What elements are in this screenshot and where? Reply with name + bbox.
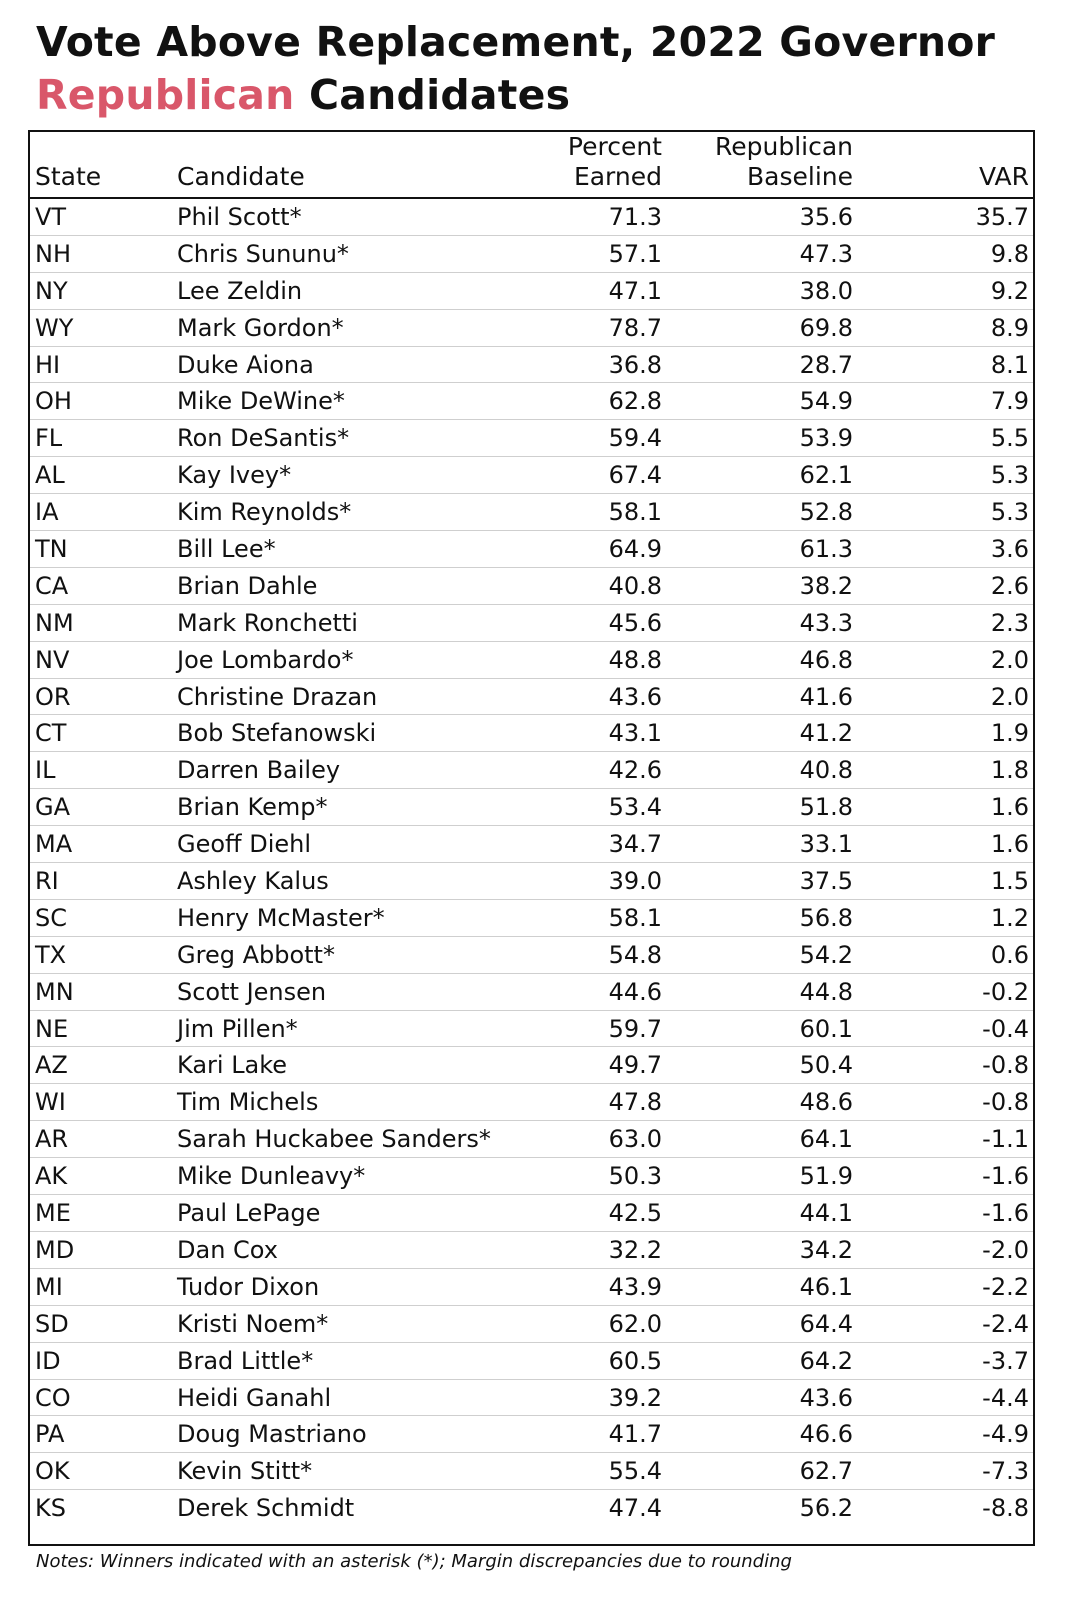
cell-republican-baseline: 35.6 xyxy=(799,203,853,231)
cell-candidate: Heidi Ganahl xyxy=(177,1383,332,1412)
cell-state: ID xyxy=(35,1346,61,1375)
header-baseline-line1: Republican xyxy=(714,132,853,161)
cell-candidate: Darren Bailey xyxy=(177,756,341,785)
cell-percent-earned: 64.9 xyxy=(608,535,662,564)
cell-state: AR xyxy=(35,1125,69,1154)
cell-var: 1.9 xyxy=(990,719,1029,748)
cell-percent-earned: 50.3 xyxy=(608,1162,662,1191)
cell-republican-baseline: 48.6 xyxy=(799,1088,853,1117)
cell-percent-earned: 62.8 xyxy=(608,387,662,416)
notes: Notes: Winners indicated with an asterisk (*); Margin discrepancies due to rounding xyxy=(36,1551,792,1572)
cell-republican-baseline: 50.4 xyxy=(799,1051,853,1080)
table-row xyxy=(30,937,1033,974)
table-row xyxy=(30,568,1033,605)
header-baseline-line2: Baseline xyxy=(747,162,853,191)
cell-var: -4.4 xyxy=(982,1383,1029,1412)
table-row xyxy=(30,199,1033,236)
cell-state: NV xyxy=(35,645,70,674)
cell-state: SC xyxy=(35,903,67,932)
title-party: Republican xyxy=(36,71,295,119)
table-row xyxy=(30,1306,1033,1343)
cell-candidate: Derek Schmidt xyxy=(177,1494,355,1523)
cell-republican-baseline: 64.4 xyxy=(799,1309,853,1338)
cell-republican-baseline: 69.8 xyxy=(799,313,853,342)
table-row xyxy=(30,679,1033,716)
cell-var: -2.0 xyxy=(982,1235,1029,1264)
cell-state: NY xyxy=(35,276,68,305)
cell-percent-earned: 58.1 xyxy=(608,903,662,932)
cell-candidate: Brian Kemp* xyxy=(177,793,328,822)
table-row xyxy=(30,642,1033,679)
cell-candidate: Kevin Stitt* xyxy=(177,1457,313,1486)
cell-var: -3.7 xyxy=(982,1346,1029,1375)
cell-var: -4.9 xyxy=(982,1420,1029,1449)
cell-candidate: Kim Reynolds* xyxy=(177,498,352,527)
header-state: State xyxy=(35,162,102,191)
table-row xyxy=(30,420,1033,457)
table-row xyxy=(30,494,1033,531)
cell-republican-baseline: 47.3 xyxy=(799,239,853,268)
cell-var: -2.4 xyxy=(982,1309,1029,1338)
cell-state: OK xyxy=(35,1457,70,1486)
cell-candidate: Mike DeWine* xyxy=(177,387,345,416)
cell-candidate: Dan Cox xyxy=(177,1235,278,1264)
header-percent-line2: Earned xyxy=(573,162,662,191)
cell-percent-earned: 58.1 xyxy=(608,498,662,527)
cell-state: FL xyxy=(35,424,63,453)
header-percent-line1: Percent xyxy=(567,132,662,161)
cell-var: -7.3 xyxy=(982,1457,1029,1486)
cell-state: AL xyxy=(35,461,65,490)
cell-candidate: Tudor Dixon xyxy=(177,1272,320,1301)
cell-percent-earned: 60.5 xyxy=(608,1346,662,1375)
cell-var: 35.7 xyxy=(975,203,1029,231)
table-row xyxy=(30,1416,1033,1453)
cell-var: 1.2 xyxy=(990,903,1029,932)
cell-candidate: Kari Lake xyxy=(177,1051,288,1080)
cell-republican-baseline: 64.2 xyxy=(799,1346,853,1375)
cell-percent-earned: 59.4 xyxy=(608,424,662,453)
cell-candidate: Greg Abbott* xyxy=(177,940,335,969)
cell-var: -0.4 xyxy=(982,1014,1029,1043)
cell-percent-earned: 49.7 xyxy=(608,1051,662,1080)
cell-republican-baseline: 64.1 xyxy=(799,1125,853,1154)
cell-percent-earned: 36.8 xyxy=(608,350,662,379)
cell-percent-earned: 39.2 xyxy=(608,1383,662,1412)
table-row xyxy=(30,1121,1033,1158)
cell-percent-earned: 32.2 xyxy=(608,1235,662,1264)
cell-candidate: Mark Gordon* xyxy=(177,313,344,342)
cell-candidate: Mike Dunleavy* xyxy=(177,1162,366,1191)
cell-candidate: Ashley Kalus xyxy=(177,867,329,896)
table-row xyxy=(30,1343,1033,1380)
table-row xyxy=(30,1158,1033,1195)
cell-percent-earned: 57.1 xyxy=(608,239,662,268)
cell-candidate: Scott Jensen xyxy=(177,977,327,1006)
cell-candidate: Doug Mastriano xyxy=(177,1420,367,1449)
cell-state: MI xyxy=(35,1272,63,1301)
table-row xyxy=(30,1453,1033,1490)
cell-republican-baseline: 56.2 xyxy=(799,1494,853,1523)
cell-republican-baseline: 41.2 xyxy=(799,719,853,748)
cell-republican-baseline: 61.3 xyxy=(799,535,853,564)
cell-candidate: Joe Lombardo* xyxy=(177,645,354,674)
cell-state: AZ xyxy=(35,1051,68,1080)
cell-candidate: Henry McMaster* xyxy=(177,903,385,932)
cell-republican-baseline: 28.7 xyxy=(799,350,853,379)
cell-var: 8.1 xyxy=(990,350,1029,379)
cell-percent-earned: 63.0 xyxy=(608,1125,662,1154)
cell-var: -0.2 xyxy=(982,977,1029,1006)
cell-percent-earned: 59.7 xyxy=(608,1014,662,1043)
table-row xyxy=(30,457,1033,494)
cell-candidate: Lee Zeldin xyxy=(177,276,303,305)
results-table xyxy=(28,130,1035,1546)
cell-candidate: Duke Aiona xyxy=(177,350,314,379)
table-row xyxy=(30,715,1033,752)
table-row xyxy=(30,1011,1033,1048)
cell-candidate: Geoff Diehl xyxy=(177,830,312,859)
table-row xyxy=(30,531,1033,568)
cell-var: 1.5 xyxy=(990,867,1029,896)
cell-candidate: Paul LePage xyxy=(177,1199,321,1228)
cell-republican-baseline: 46.1 xyxy=(799,1272,853,1301)
table-row xyxy=(30,900,1033,937)
cell-republican-baseline: 54.9 xyxy=(799,387,853,416)
cell-state: ME xyxy=(35,1199,71,1228)
cell-state: KS xyxy=(35,1494,66,1523)
cell-percent-earned: 45.6 xyxy=(608,608,662,637)
cell-candidate: Ron DeSantis* xyxy=(177,424,350,453)
table-body xyxy=(30,199,1033,1527)
cell-republican-baseline: 62.1 xyxy=(799,461,853,490)
cell-republican-baseline: 38.0 xyxy=(799,276,853,305)
header-candidate: Candidate xyxy=(177,162,305,191)
cell-candidate: Bob Stefanowski xyxy=(177,719,377,748)
cell-republican-baseline: 46.6 xyxy=(799,1420,853,1449)
cell-candidate: Chris Sununu* xyxy=(177,239,349,268)
cell-republican-baseline: 62.7 xyxy=(799,1457,853,1486)
table-row xyxy=(30,605,1033,642)
cell-percent-earned: 40.8 xyxy=(608,571,662,600)
cell-state: CT xyxy=(35,719,67,748)
cell-state: GA xyxy=(35,793,71,822)
table-row xyxy=(30,310,1033,347)
cell-state: OH xyxy=(35,387,72,416)
title-line-1: Vote Above Replacement, 2022 Governor xyxy=(36,18,996,66)
cell-candidate: Bill Lee* xyxy=(177,535,276,564)
cell-state: NE xyxy=(35,1014,69,1043)
cell-percent-earned: 41.7 xyxy=(608,1420,662,1449)
cell-var: 2.3 xyxy=(990,608,1029,637)
cell-state: IL xyxy=(35,756,56,785)
cell-percent-earned: 48.8 xyxy=(608,645,662,674)
cell-candidate: Brian Dahle xyxy=(177,571,318,600)
cell-republican-baseline: 40.8 xyxy=(799,756,853,785)
header-percent-earned xyxy=(568,132,662,192)
cell-var: 9.2 xyxy=(990,276,1029,305)
cell-state: MD xyxy=(35,1235,75,1264)
table-row xyxy=(30,1195,1033,1232)
cell-percent-earned: 42.6 xyxy=(608,756,662,785)
cell-var: -2.2 xyxy=(982,1272,1029,1301)
cell-state: OR xyxy=(35,682,71,711)
cell-state: CO xyxy=(35,1383,71,1412)
cell-republican-baseline: 56.8 xyxy=(799,903,853,932)
cell-var: 5.3 xyxy=(990,461,1029,490)
cell-state: RI xyxy=(35,867,59,896)
cell-state: NM xyxy=(35,608,74,637)
table-row xyxy=(30,1490,1033,1527)
cell-state: SD xyxy=(35,1309,69,1338)
cell-state: CA xyxy=(35,571,69,600)
cell-percent-earned: 47.4 xyxy=(608,1494,662,1523)
table-row xyxy=(30,1047,1033,1084)
cell-percent-earned: 44.6 xyxy=(608,977,662,1006)
cell-candidate: Jim Pillen* xyxy=(177,1014,298,1043)
cell-var: 5.3 xyxy=(990,498,1029,527)
table-row xyxy=(30,236,1033,273)
table-header xyxy=(30,132,1033,199)
cell-var: -0.8 xyxy=(982,1088,1029,1117)
table-row xyxy=(30,383,1033,420)
table-row xyxy=(30,789,1033,826)
table-row xyxy=(30,1380,1033,1417)
cell-percent-earned: 43.1 xyxy=(608,719,662,748)
cell-candidate: Tim Michels xyxy=(177,1088,319,1117)
cell-percent-earned: 67.4 xyxy=(608,461,662,490)
header-republican-baseline xyxy=(715,132,853,192)
cell-percent-earned: 54.8 xyxy=(608,940,662,969)
cell-republican-baseline: 54.2 xyxy=(799,940,853,969)
cell-var: -8.8 xyxy=(982,1494,1029,1523)
cell-candidate: Brad Little* xyxy=(177,1346,314,1375)
cell-percent-earned: 43.9 xyxy=(608,1272,662,1301)
cell-var: 0.6 xyxy=(990,940,1029,969)
cell-republican-baseline: 51.9 xyxy=(799,1162,853,1191)
table-row xyxy=(30,974,1033,1011)
chart-title xyxy=(36,16,995,122)
cell-percent-earned: 71.3 xyxy=(608,203,662,231)
cell-republican-baseline: 44.1 xyxy=(799,1199,853,1228)
cell-republican-baseline: 33.1 xyxy=(799,830,853,859)
cell-republican-baseline: 37.5 xyxy=(799,867,853,896)
cell-republican-baseline: 60.1 xyxy=(799,1014,853,1043)
header-var: VAR xyxy=(979,162,1029,191)
cell-var: 1.8 xyxy=(990,756,1029,785)
cell-var: 1.6 xyxy=(990,793,1029,822)
cell-republican-baseline: 53.9 xyxy=(799,424,853,453)
cell-republican-baseline: 43.6 xyxy=(799,1383,853,1412)
cell-candidate: Mark Ronchetti xyxy=(177,608,358,637)
cell-var: 7.9 xyxy=(990,387,1029,416)
cell-state: IA xyxy=(35,498,59,527)
cell-republican-baseline: 34.2 xyxy=(799,1235,853,1264)
cell-percent-earned: 34.7 xyxy=(608,830,662,859)
cell-state: MN xyxy=(35,977,74,1006)
table-row xyxy=(30,826,1033,863)
cell-percent-earned: 43.6 xyxy=(608,682,662,711)
cell-var: 2.0 xyxy=(990,682,1029,711)
table-row xyxy=(30,347,1033,384)
cell-var: 5.5 xyxy=(990,424,1029,453)
cell-state: WY xyxy=(35,313,74,342)
cell-var: 3.6 xyxy=(990,535,1029,564)
cell-candidate: Phil Scott* xyxy=(177,203,302,231)
cell-percent-earned: 47.8 xyxy=(608,1088,662,1117)
cell-state: MA xyxy=(35,830,73,859)
cell-candidate: Kristi Noem* xyxy=(177,1309,329,1338)
cell-var: -1.6 xyxy=(982,1199,1029,1228)
cell-state: WI xyxy=(35,1088,66,1117)
cell-republican-baseline: 41.6 xyxy=(799,682,853,711)
cell-state: NH xyxy=(35,239,71,268)
cell-state: PA xyxy=(35,1420,65,1449)
cell-state: AK xyxy=(35,1162,68,1191)
cell-candidate: Christine Drazan xyxy=(177,682,378,711)
cell-state: VT xyxy=(35,203,67,231)
table-row xyxy=(30,1269,1033,1306)
cell-state: TN xyxy=(35,535,68,564)
cell-var: -1.1 xyxy=(982,1125,1029,1154)
cell-percent-earned: 55.4 xyxy=(608,1457,662,1486)
cell-republican-baseline: 52.8 xyxy=(799,498,853,527)
cell-var: 2.0 xyxy=(990,645,1029,674)
title-line-2 xyxy=(36,69,995,122)
cell-var: 2.6 xyxy=(990,571,1029,600)
cell-percent-earned: 78.7 xyxy=(608,313,662,342)
cell-var: -0.8 xyxy=(982,1051,1029,1080)
table-row xyxy=(30,273,1033,310)
cell-candidate: Kay Ivey* xyxy=(177,461,292,490)
cell-var: 1.6 xyxy=(990,830,1029,859)
cell-percent-earned: 62.0 xyxy=(608,1309,662,1338)
table-row xyxy=(30,1232,1033,1269)
cell-republican-baseline: 44.8 xyxy=(799,977,853,1006)
table-row xyxy=(30,752,1033,789)
table-row xyxy=(30,1084,1033,1121)
cell-percent-earned: 47.1 xyxy=(608,276,662,305)
cell-var: -1.6 xyxy=(982,1162,1029,1191)
cell-var: 9.8 xyxy=(990,239,1029,268)
title-line-2-rest: Candidates xyxy=(294,71,571,119)
cell-percent-earned: 53.4 xyxy=(608,793,662,822)
table-row xyxy=(30,863,1033,900)
cell-percent-earned: 42.5 xyxy=(608,1199,662,1228)
cell-republican-baseline: 46.8 xyxy=(799,645,853,674)
cell-var: 8.9 xyxy=(990,313,1029,342)
cell-republican-baseline: 43.3 xyxy=(799,608,853,637)
cell-candidate: Sarah Huckabee Sanders* xyxy=(177,1125,491,1154)
cell-percent-earned: 39.0 xyxy=(608,867,662,896)
cell-republican-baseline: 38.2 xyxy=(799,571,853,600)
cell-state: TX xyxy=(35,940,67,969)
cell-republican-baseline: 51.8 xyxy=(799,793,853,822)
cell-state: HI xyxy=(35,350,61,379)
